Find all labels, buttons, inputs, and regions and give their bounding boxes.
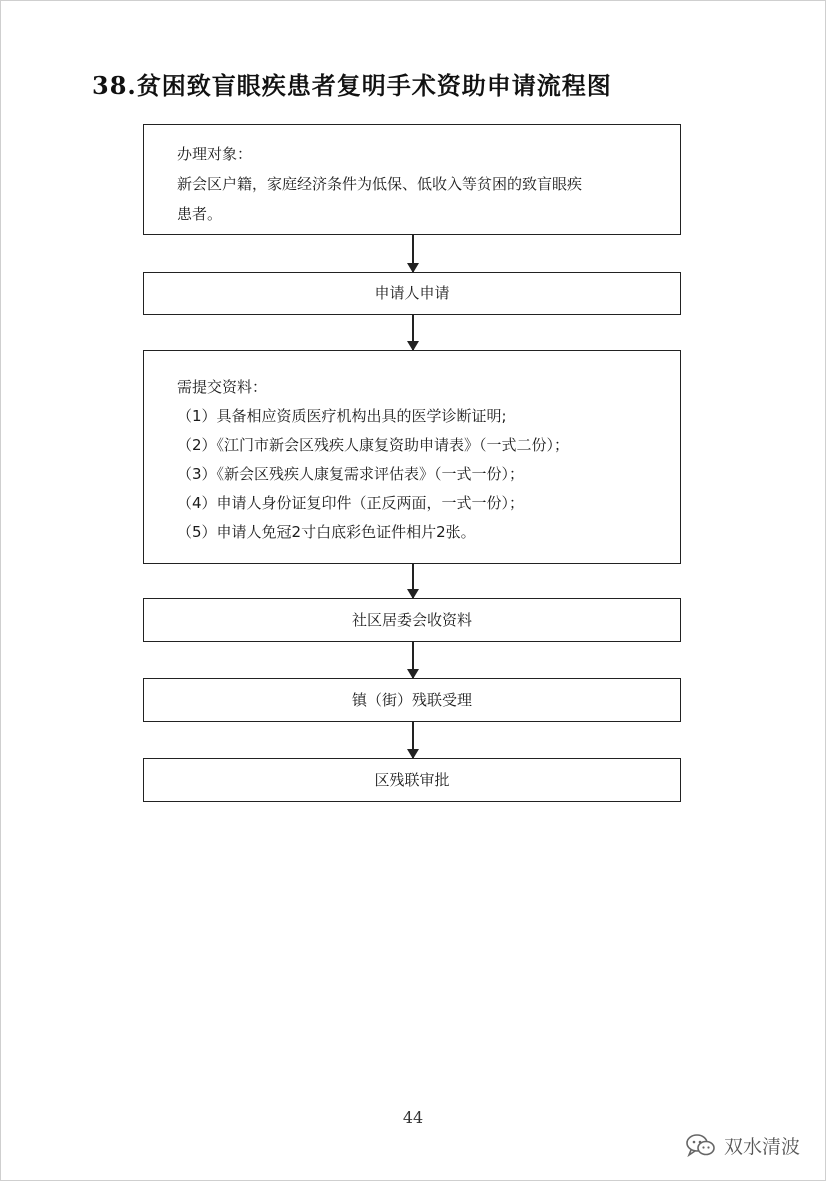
target-line-2: 患者。 xyxy=(177,205,223,223)
flow-arrow xyxy=(412,564,414,598)
docs-item: （2）《江门市新会区残疾人康复资助申请表》（一式二份）； xyxy=(177,436,570,454)
flow-arrow xyxy=(412,722,414,758)
wechat-icon xyxy=(686,1133,716,1159)
flow-arrow xyxy=(412,235,414,272)
target-line-1: 新会区户籍，家庭经济条件为低保、低收入等贫困的致盲眼疾 xyxy=(177,175,583,193)
flow-step-collect xyxy=(143,598,681,642)
flow-step-documents xyxy=(143,350,681,564)
docs-item: （3）《新会区残疾人康复需求评估表》（一式一份）； xyxy=(177,465,525,483)
approve-label: 区残联审批 xyxy=(374,770,450,789)
docs-item: （5）申请人免冠2寸白底彩色证件相片2张。 xyxy=(177,523,476,541)
docs-heading: 需提交资料： xyxy=(177,378,268,396)
accept-label: 镇（街）残联受理 xyxy=(351,690,472,709)
flow-arrow xyxy=(412,642,414,678)
watermark xyxy=(686,1132,800,1159)
docs-item: （4）申请人身份证复印件（正反两面，一式一份）； xyxy=(177,494,525,512)
page-title: 38.贫困致盲眼疾患者复明手术资助申请流程图 xyxy=(92,71,612,100)
apply-label: 申请人申请 xyxy=(374,284,450,302)
flow-step-approve xyxy=(143,758,681,802)
watermark-text: 双水清波 xyxy=(723,1136,800,1158)
page-number: 44 xyxy=(402,1108,424,1127)
flow-step-apply xyxy=(143,272,681,315)
flow-arrow xyxy=(412,315,414,350)
docs-item: （1）具备相应资质医疗机构出具的医学诊断证明; xyxy=(177,407,507,425)
flow-step-accept xyxy=(143,678,681,722)
target-heading: 办理对象： xyxy=(177,145,253,163)
flow-step-target xyxy=(143,124,681,235)
collect-label: 社区居委会收资料 xyxy=(351,610,472,629)
